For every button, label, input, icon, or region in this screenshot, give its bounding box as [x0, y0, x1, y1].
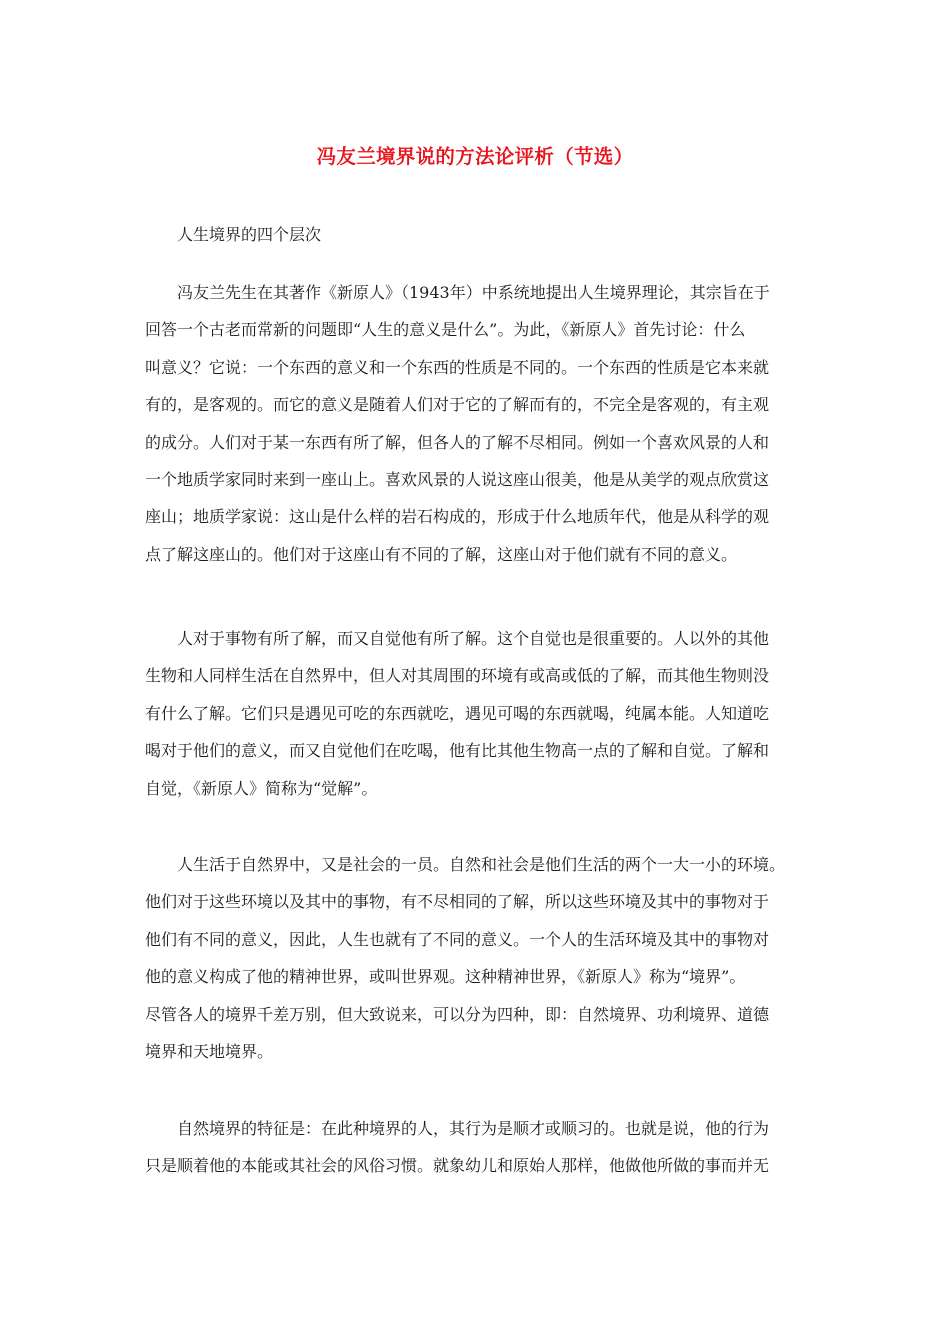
paragraph-line: 只是顺着他的本能或其社会的风俗习惯。就象幼儿和原始人那样，他做他所做的事而并无 [145, 1156, 770, 1176]
paragraph-line: 境界和天地境界。 [145, 1041, 274, 1061]
paragraph-line: 他们对于这些环境以及其中的事物，有不尽相同的了解，所以这些环境及其中的事物对于 [145, 892, 770, 912]
paragraph-line: 座山；地质学家说：这山是什么样的岩石构成的，形成于什么地质年代，他是从科学的观 [145, 507, 770, 527]
paragraph-line: 自然境界的特征是：在此种境界的人，其行为是顺才或顺习的。也就是说，他的行为 [177, 1119, 770, 1138]
paragraph-line: 冯友兰先生在其著作《新原人》（1943年）中系统地提出人生境界理论，其宗旨在于 [177, 283, 770, 302]
paragraph-line: 有什么了解。它们只是遇见可吃的东西就吃，遇见可喝的东西就喝，纯属本能。人知道吃 [145, 703, 770, 723]
paragraph-line: 一个地质学家同时来到一座山上。喜欢风景的人说这座山很美，他是从美学的观点欣赏这 [145, 469, 770, 489]
paragraph-line: 生物和人同样生活在自然界中，但人对其周围的环境有或高或低的了解，而其他生物则没 [145, 666, 770, 686]
paragraph-line: 尽管各人的境界千差万别，但大致说来，可以分为四种，即：自然境界、功利境界、道德 [145, 1004, 770, 1024]
section-heading: 人生境界的四个层次 [177, 225, 322, 244]
paragraph-line: 回答一个古老而常新的问题即“人生的意义是什么”。为此，《新原人》首先讨论：什么 [145, 320, 746, 340]
paragraph-line: 叫意义？它说：一个东西的意义和一个东西的性质是不同的。一个东西的性质是它本来就 [145, 357, 770, 377]
paragraph-line: 他们有不同的意义，因此，人生也就有了不同的意义。一个人的生活环境及其中的事物对 [145, 929, 770, 949]
paragraph-3 [145, 846, 813, 1070]
paragraph-line: 人生活于自然界中，又是社会的一员。自然和社会是他们生活的两个一大一小的环境。 [177, 855, 786, 874]
paragraph-line: 人对于事物有所了解，而又自觉他有所了解。这个自觉也是很重要的。人以外的其他 [177, 629, 770, 648]
paragraph-line: 喝对于他们的意义，而又自觉他们在吃喝，他有比其他生物高一点的了解和自觉。了解和 [145, 741, 770, 761]
paragraph-line: 的成分。人们对于某一东西有所了解，但各人的了解不尽相同。例如一个喜欢风景的人和 [145, 432, 770, 452]
document-title: 冯友兰境界说的方法论评析（节选） [316, 145, 634, 168]
paragraph-2 [145, 620, 813, 807]
paragraph-line: 他的意义构成了他的精神世界，或叫世界观。这种精神世界，《新原人》称为“境界”。 [145, 967, 746, 987]
paragraph-1 [145, 274, 813, 573]
paragraph-line: 点了解这座山的。他们对于这座山有不同的了解，这座山对于他们就有不同的意义。 [145, 544, 738, 564]
paragraph-line: 有的，是客观的。而它的意义是随着人们对于它的了解而有的，不完全是客观的，有主观 [145, 395, 770, 415]
paragraph-4 [145, 1110, 813, 1185]
paragraph-line: 自觉，《新原人》简称为“觉解”。 [145, 778, 378, 798]
